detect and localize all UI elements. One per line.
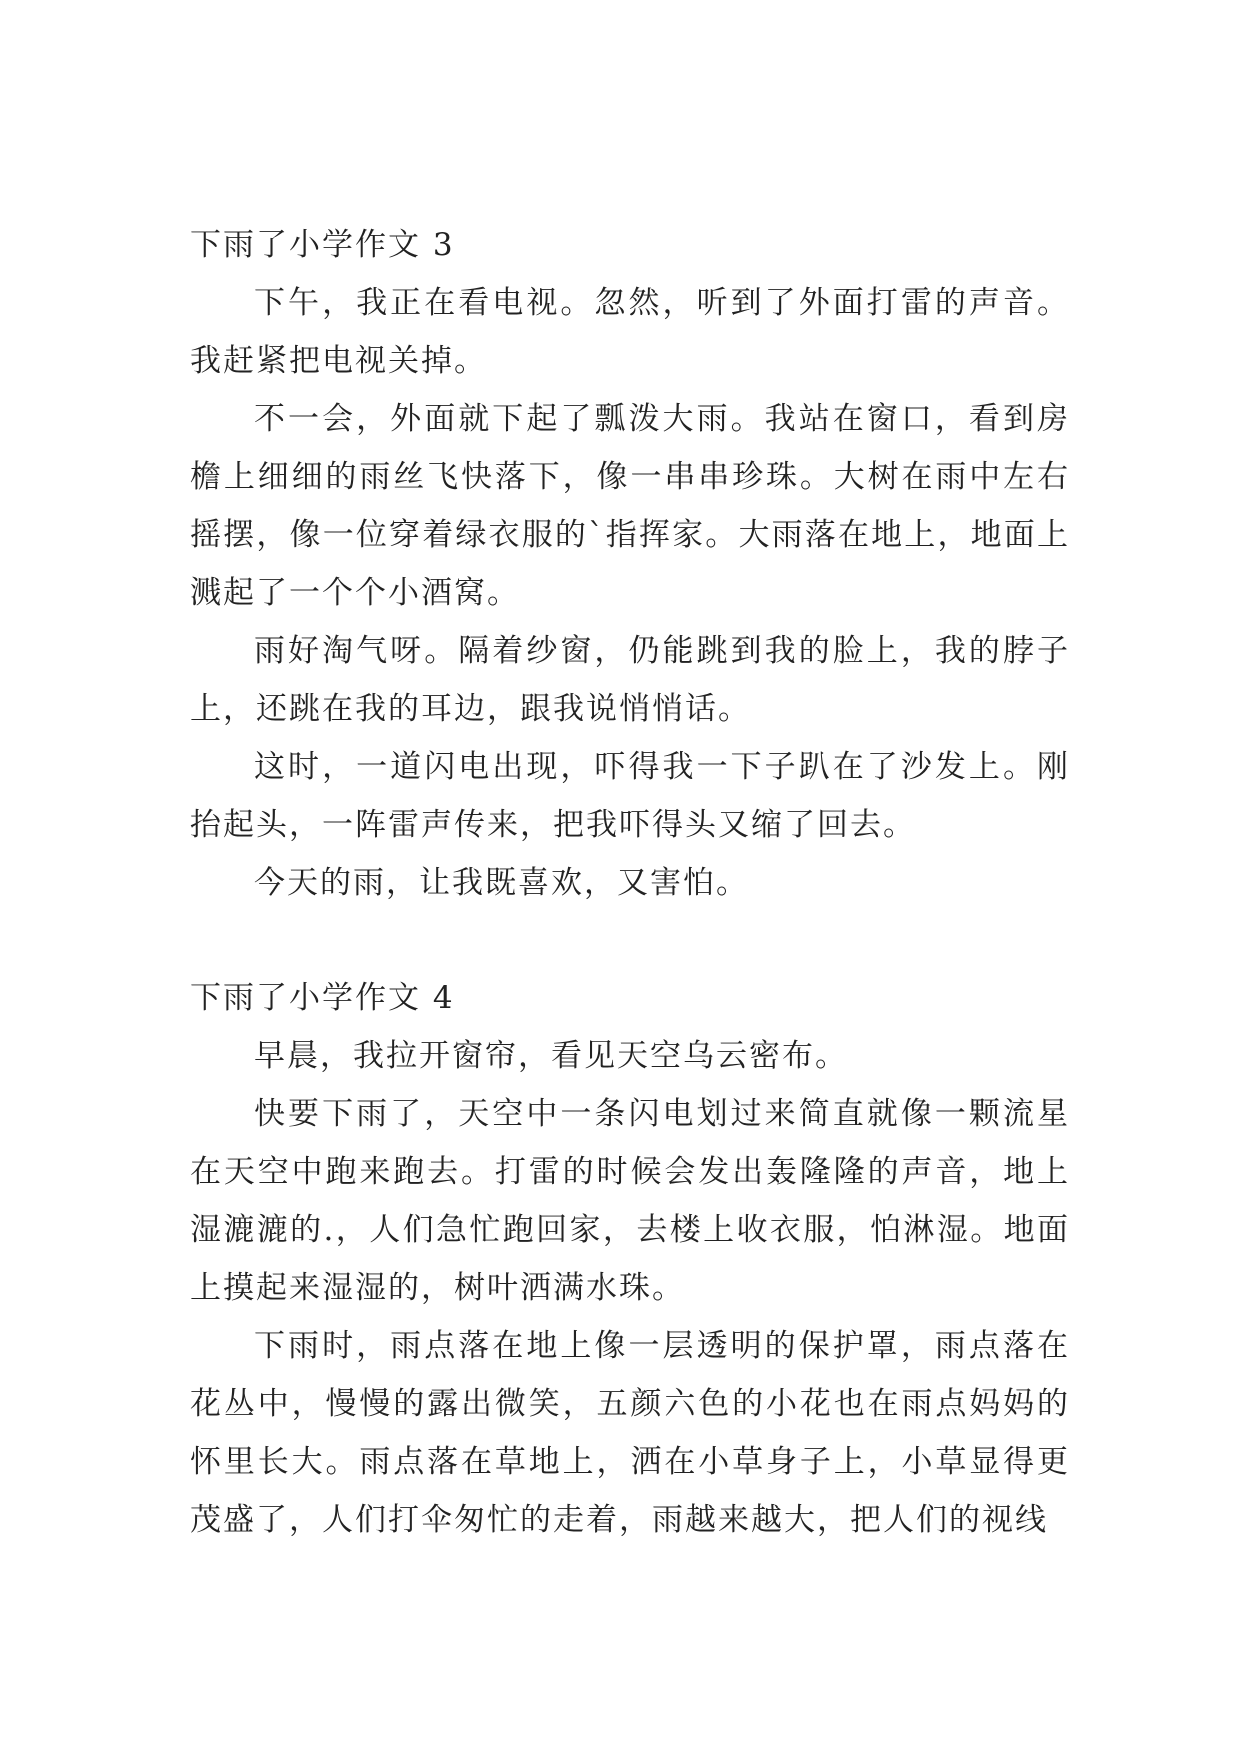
essay-paragraph: 不一会，外面就下起了瓢泼大雨。我站在窗口，看到房檐上细细的雨丝飞快落下，像一串串珍珠。大树在雨中左右摇摆，像一位穿着绿衣服的`指挥家。大雨落在地上，地面上溅起了一个个小酒窝。	[190, 401, 1070, 611]
essay-paragraph: 下午，我正在看电视。忽然，听到了外面打雷的声音。我赶紧把电视关掉。	[190, 285, 1070, 379]
essay-paragraph: 快要下雨了，天空中一条闪电划过来简直就像一颗流星在天空中跑来跑去。打雷的时候会发出轰隆隆的声音，地上湿漉漉的.，人们急忙跑回家，去楼上收衣服，怕淋湿。地面上摸起来湿湿的，树叶洒满水珠。	[190, 1096, 1070, 1306]
essay-section-3	[190, 216, 1070, 912]
essay-paragraph: 雨好淘气呀。隔着纱窗，仍能跳到我的脸上，我的脖子上，还跳在我的耳边，跟我说悄悄话。	[190, 633, 1070, 727]
essay-paragraph: 这时，一道闪电出现，吓得我一下子趴在了沙发上。刚抬起头，一阵雷声传来，把我吓得头又缩了回去。	[190, 749, 1070, 843]
essay-paragraph: 今天的雨，让我既喜欢，又害怕。	[254, 865, 749, 901]
essay-title-4: 下雨了小学作文 4	[190, 980, 455, 1016]
essay-paragraph: 早晨，我拉开窗帘，看见天空乌云密布。	[254, 1038, 848, 1074]
essay-paragraph: 下雨时，雨点落在地上像一层透明的保护罩，雨点落在花丛中，慢慢的露出微笑，五颜六色的小花也在雨点妈妈的怀里长大。雨点落在草地上，洒在小草身子上，小草显得更茂盛了，人们打伞匆忙的走着，雨越来越大，把人们的视线	[190, 1328, 1070, 1538]
essay-section-4	[190, 969, 1070, 1549]
essay-title-3: 下雨了小学作文 3	[190, 227, 455, 263]
